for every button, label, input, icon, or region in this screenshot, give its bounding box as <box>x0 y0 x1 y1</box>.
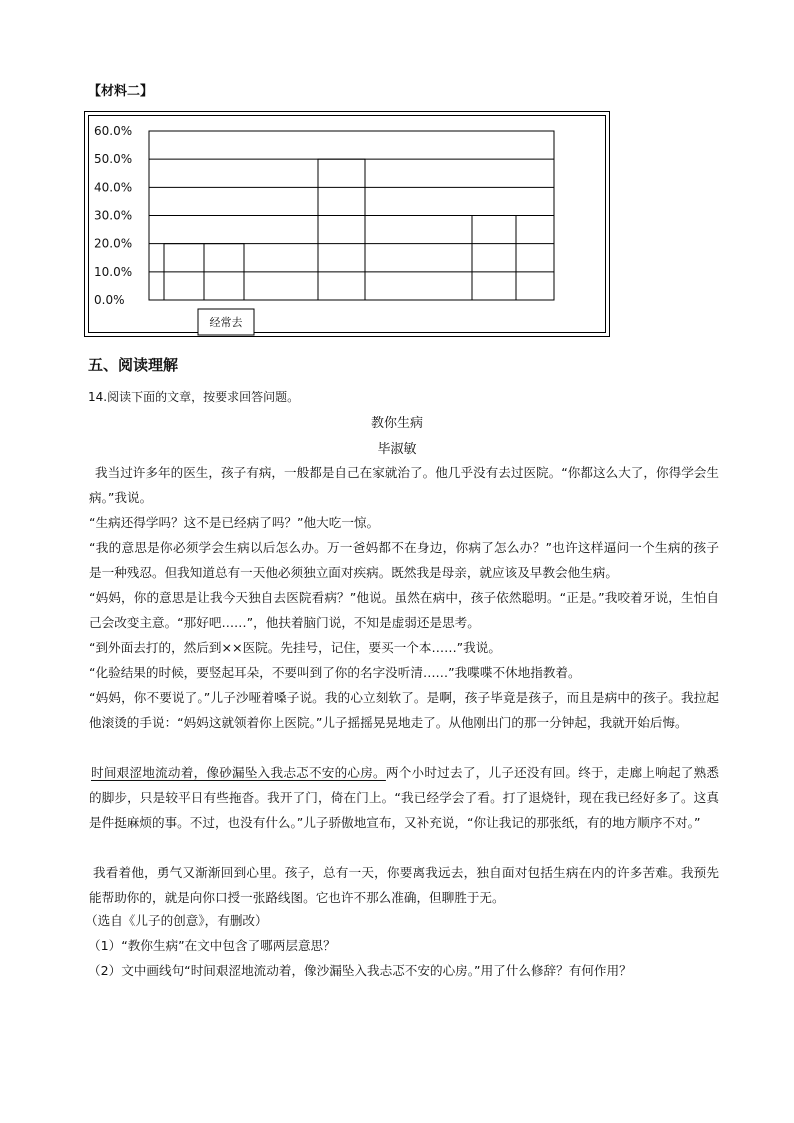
paragraph-5: “到外面去打的，然后到××医院。先挂号，记住，要买一个本……”我说。 <box>89 640 501 655</box>
material-label: 【材料二】 <box>88 84 154 99</box>
question-2: （2）文中画线句“时间艰涩地流动着，像沙漏坠入我忐忑不安的心房。”用了什么修辞？有何作用？ <box>88 963 632 978</box>
y-tick-label: 30.0% <box>94 208 133 223</box>
underlined-sentence: 时间艰涩地流动着，像砂漏坠入我忐忑不安的心房。 <box>91 765 386 780</box>
y-tick-label: 60.0% <box>94 124 133 138</box>
paragraph-8-text: 两个小时过去了，儿子还没有回。终于，走廊上响起了熟悉的脚步，只是较平日有些拖沓。我开了门，倚在门上。“我已经学会了看。打了退烧针，现在我已经好多了。这真是件挺麻烦的事。不过，也没有什么。”儿子骄傲地宣布，又补充说，“你让我记的那张纸，有的地方顺序不对。” <box>89 765 720 830</box>
y-tick-label: 10.0% <box>94 264 133 279</box>
paragraph-6: “化验结果的时候，要竖起耳朵，不要叫到了你的名字没听清……”我喋喋不休地指教着。 <box>89 665 581 680</box>
article-title: 教你生病 <box>370 416 423 431</box>
y-tick-label: 20.0% <box>94 236 133 251</box>
paragraph-4: “妈妈，你的意思是让我今天独自去医院看病？”他说。虽然在病中，孩子依然聪明。“正是。”我咬着牙说，生怕自己会改变主意。“那好吧……”，他扶着脑门说，不知是虚弱还是思考。 <box>89 590 719 630</box>
y-tick-label: 40.0% <box>94 180 133 195</box>
bar-chart <box>84 111 610 337</box>
question-intro: 14.阅读下面的文章，按要求回答问题。 <box>88 390 300 404</box>
paragraph-7: “妈妈，你不要说了。”儿子沙哑着嗓子说。我的心立刻软了。是啊，孩子毕竟是孩子，而且是病中的孩子。我拉起他滚烫的手说：“妈妈这就领着你上医院。”儿子摇摇晃晃地走了。从他刚出门的那一分钟起，我就开始后悔。 <box>89 690 719 730</box>
chart-frame <box>85 112 610 337</box>
paragraph-2: “生病还得学吗？这不是已经病了吗？”他大吃一惊。 <box>89 515 380 530</box>
question-1: （1）“教你生病”在文中包含了哪两层意思？ <box>88 938 336 953</box>
paragraph-3: “我的意思是你必须学会生病以后怎么办。万一爸妈都不在身边，你病了怎么办？”也许这样逼问一个生病的孩子是一种残忍。但我知道总有一天他必须独立面对疾病。既然我是母亲，就应该及早教会他生病。 <box>89 540 719 580</box>
section-title: 五、阅读理解 <box>88 356 179 374</box>
paragraph-8 <box>89 760 719 835</box>
paragraph-1: 我当过许多年的医生，孩子有病，一般都是自己在家就治了。他几乎没有去过医院。“你都这么大了，你得学会生病。”我说。 <box>89 465 719 505</box>
y-tick-label: 50.0% <box>94 152 133 167</box>
y-tick-label: 0.0% <box>94 293 125 307</box>
source-note: （选自《儿子的创意》，有删改） <box>85 913 268 928</box>
category-label: 经常去 <box>209 316 243 329</box>
article-author: 毕淑敏 <box>377 442 417 457</box>
paragraph-9: 我看着他，勇气又渐渐回到心里。孩子，总有一天，你要离我远去，独自面对包括生病在内的许多苦难。我预先能帮助你的，就是向你口授一张路线图。它也许不那么准确，但聊胜于无。 <box>89 865 719 905</box>
